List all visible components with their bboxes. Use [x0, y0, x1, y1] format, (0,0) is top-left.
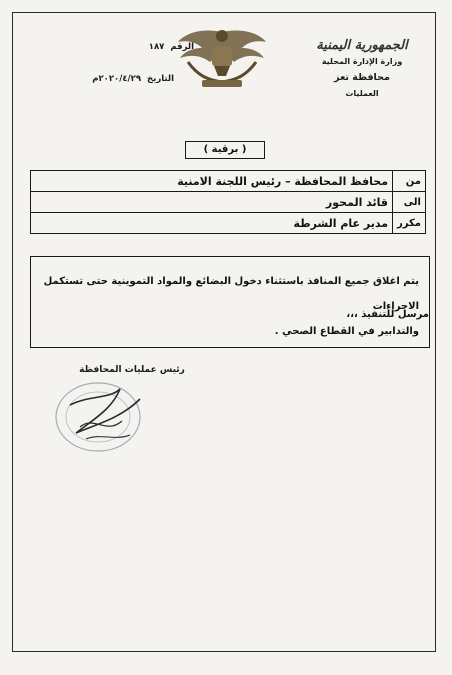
to-label: الى	[393, 192, 426, 213]
cc-value: مدير عام الشرطة	[31, 213, 393, 234]
table-row	[31, 192, 426, 213]
stamp-and-signature-icon	[50, 375, 160, 455]
reference-number: ١٨٧	[148, 42, 165, 52]
date-label: التاريخ	[147, 74, 174, 84]
date-value: ٢٠٢٠/٤/٢٩م	[92, 74, 142, 84]
reference-line	[84, 42, 194, 52]
ministry-name: وزارة الإدارة المحلية	[321, 57, 403, 66]
message-line-1: يتم اغلاق جميع المنافذ باستثناء دخول البضائع والمواد التموينية حتى تستكمل الاجراءات	[43, 276, 419, 312]
issuer-block	[302, 38, 422, 98]
republic-name: الجمهورية اليمنية	[316, 38, 408, 53]
message-box	[30, 256, 430, 348]
to-value: قائد المحور	[31, 192, 393, 213]
cc-label: مكرر	[393, 213, 426, 234]
closing-line: مرسل للتنفيذ ،،،	[346, 309, 429, 320]
table-row	[31, 213, 426, 234]
message-body	[33, 269, 419, 344]
from-value: محافظ المحافظة – رئيس اللجنة الامنية	[31, 171, 393, 192]
document-title: ( برقية )	[185, 141, 265, 159]
governorate-name: محافظة تعز	[334, 72, 390, 83]
department-name: العمليات	[345, 89, 379, 98]
emblem-icon	[174, 22, 270, 90]
reference-label: الرقم	[170, 42, 194, 52]
routing-table	[30, 170, 426, 234]
signatory-title: رئيس عمليات المحافظة	[79, 365, 185, 375]
message-line-2: والتدابير في القطاع الصحي .	[274, 326, 419, 337]
from-label: من	[393, 171, 426, 192]
date-line	[64, 74, 174, 84]
table-row	[31, 171, 426, 192]
